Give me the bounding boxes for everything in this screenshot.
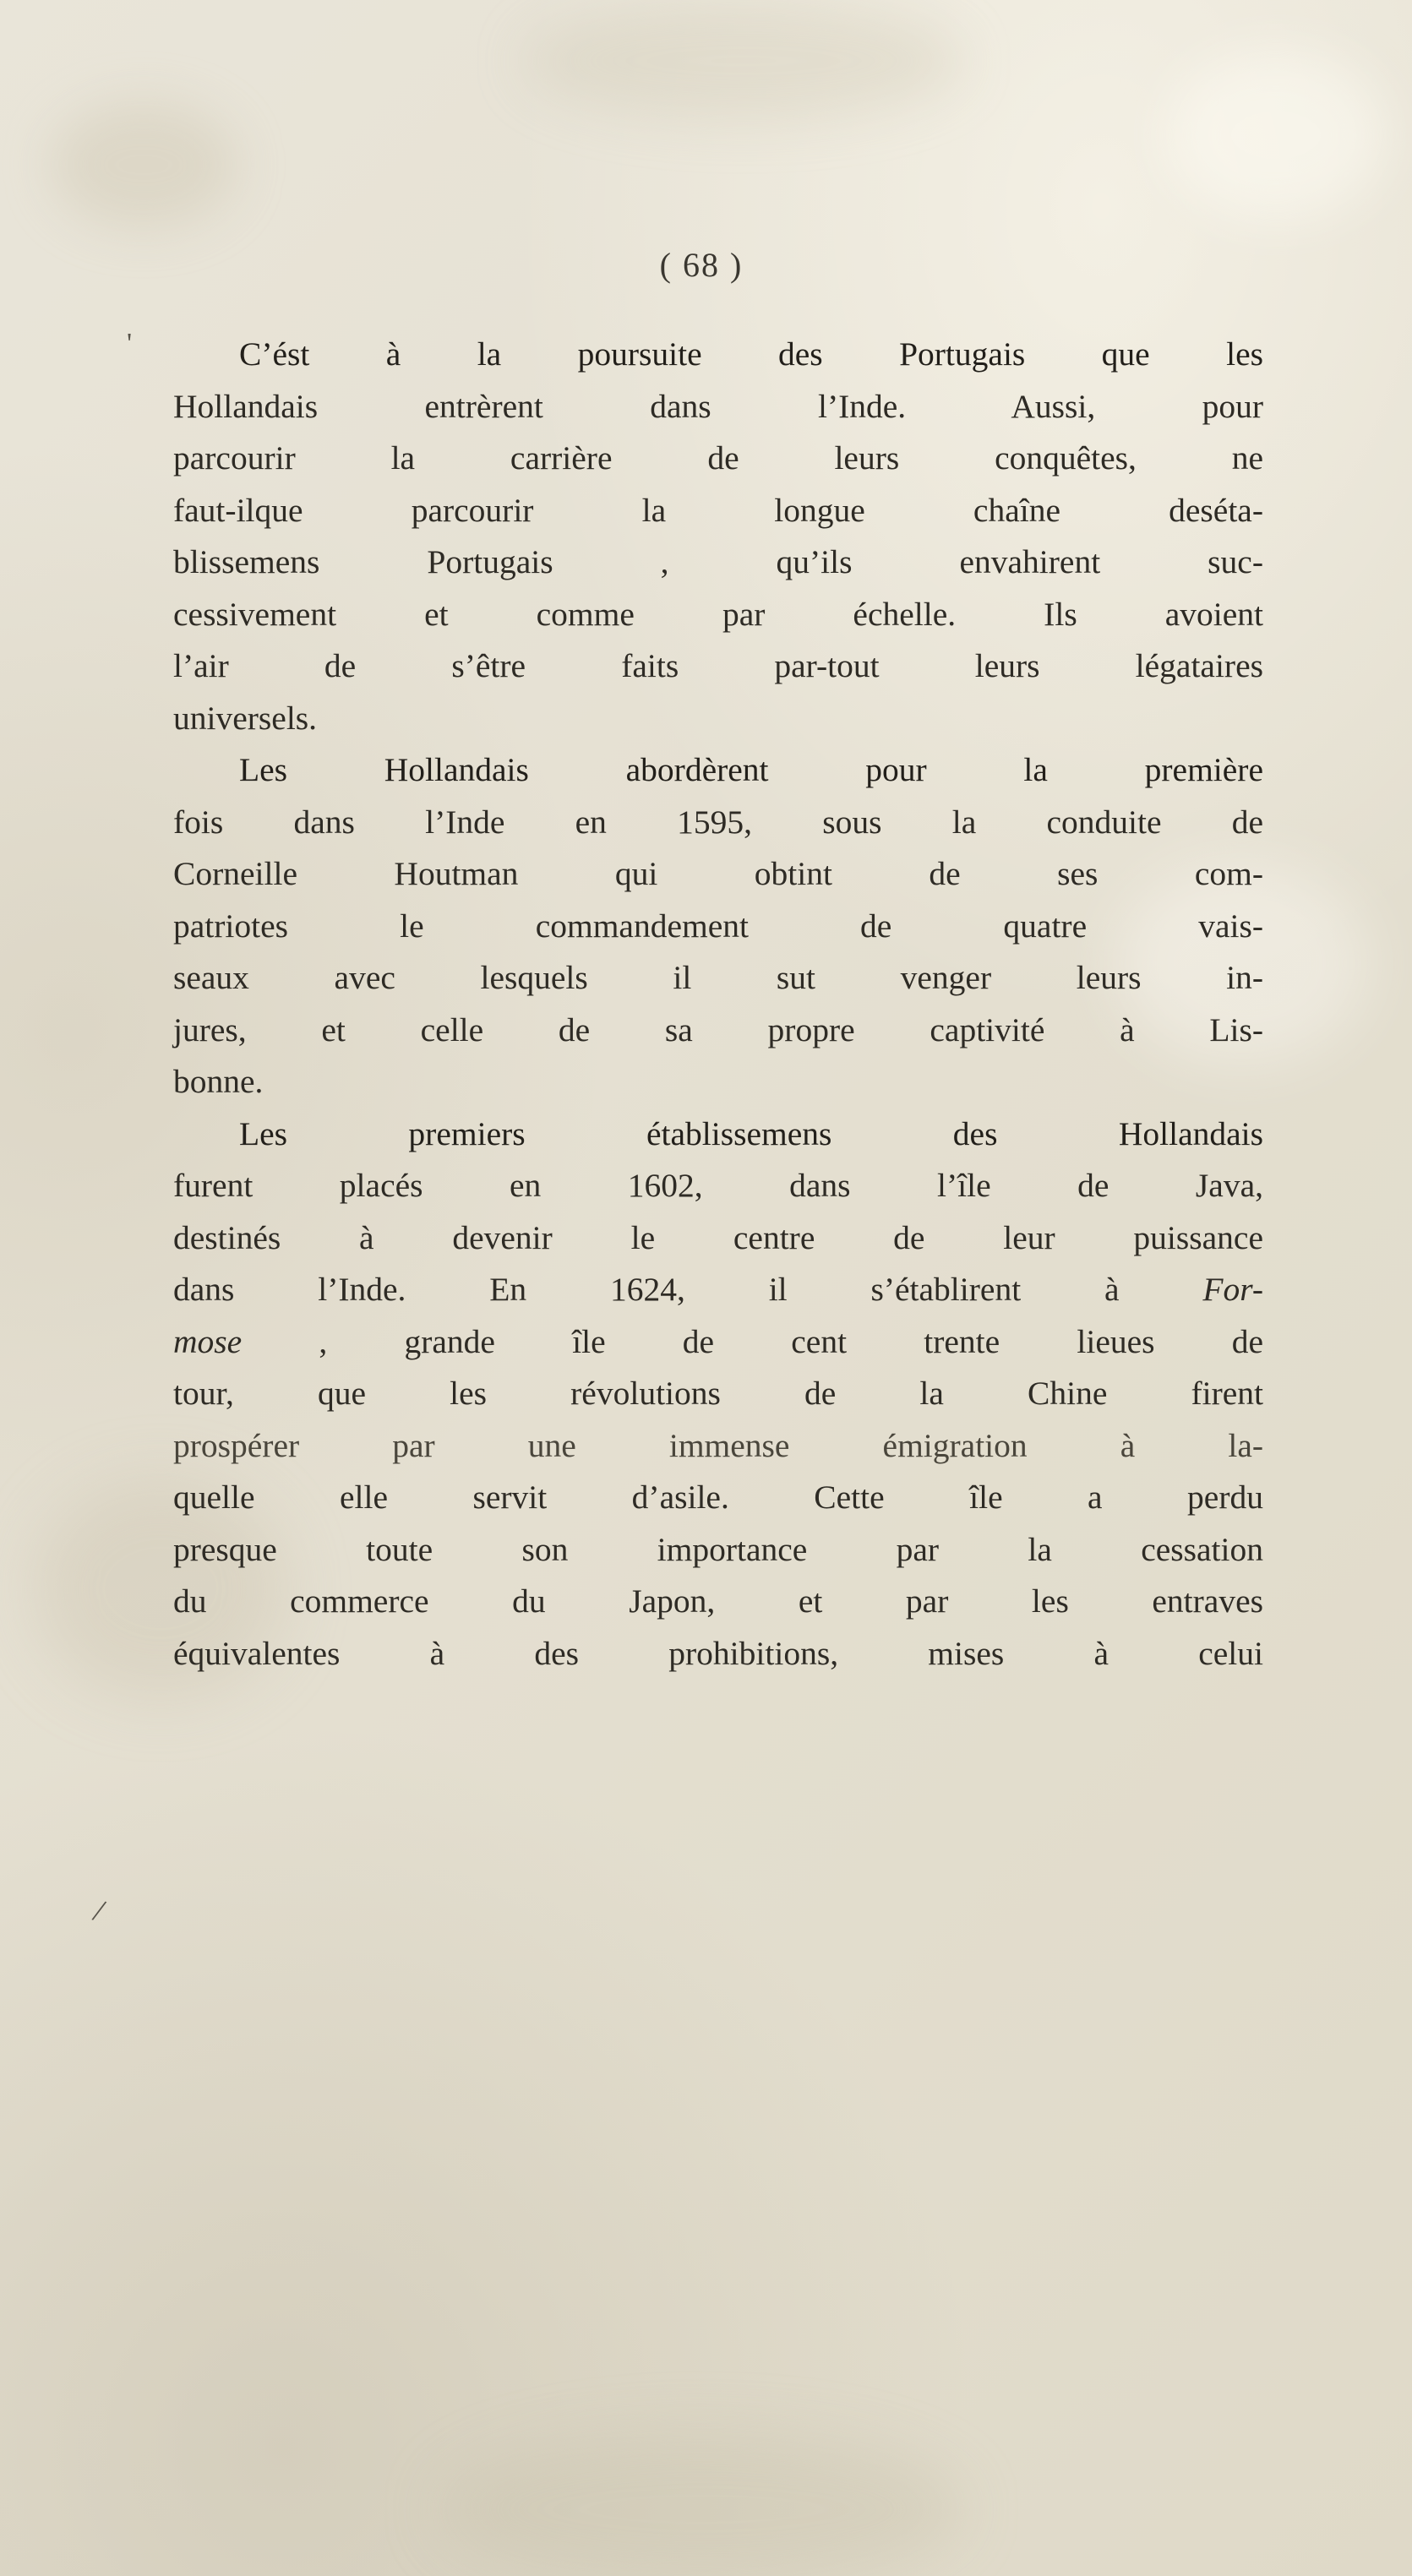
paper-blotch <box>439 2433 963 2576</box>
text-line: prospérer par une immense émigration à la- <box>173 1426 1263 1464</box>
paper-blotch <box>1166 51 1386 220</box>
text-line: blissemens Portugais , qu’ils envahirent suc- <box>173 543 1263 580</box>
text-line: Les Hollandais abordèrent pour la première <box>239 751 1263 788</box>
text-line: cessivement et comme par échelle. Ils avoient <box>173 595 1263 633</box>
text-line: mose , grande île de cent trente lieues de <box>173 1322 1263 1360</box>
margin-tick-mark: ' <box>127 328 133 359</box>
text-line: équivalentes à des prohibitions, mises à celui <box>173 1634 1263 1672</box>
paragraph <box>173 744 1263 1108</box>
text-line: patriotes le commandement de quatre vais- <box>173 907 1263 945</box>
italic-word: For- <box>1202 1271 1263 1308</box>
text-line: jures, et celle de sa propre captivité à Lis- <box>173 1010 1263 1048</box>
margin-slash-mark: / <box>89 1893 109 1930</box>
text-line: fois dans l’Inde en 1595, sous la conduite de <box>173 803 1263 841</box>
text-line: C’ést à la poursuite des Portugais que les <box>239 335 1263 373</box>
text-line: du commerce du Japon, et par les entraves <box>173 1582 1263 1620</box>
page-number: ( 68 ) <box>659 246 744 284</box>
text-line: furent placés en 1602, dans l’île de Java, <box>173 1167 1263 1204</box>
text-line: faut-ilque parcourir la longue chaîne deséta- <box>173 491 1263 529</box>
text-line: Les premiers établissemens des Hollandais <box>239 1114 1263 1152</box>
text-line: Hollandais entrèrent dans l’Inde. Aussi, pour <box>173 387 1263 425</box>
paragraph <box>173 329 1263 744</box>
text-line: dans l’Inde. En 1624, il s’établirent à For- <box>173 1271 1263 1308</box>
text-line: destinés à devenir le centre de leur puissance <box>173 1218 1263 1256</box>
paragraph <box>173 1108 1263 1680</box>
paper-blotch <box>524 2 963 120</box>
paper-blotch <box>51 101 237 228</box>
text-line: universels. <box>173 699 318 737</box>
text-line: seaux avec lesquels il sut venger leurs in- <box>173 959 1263 996</box>
text-line: presque toute son importance par la cessation <box>173 1530 1263 1568</box>
text-line: bonne. <box>173 1063 264 1100</box>
italic-word: mose <box>173 1322 243 1360</box>
text-line: Corneille Houtman qui obtint de ses com- <box>173 855 1263 892</box>
text-line: tour, que les révolutions de la Chine firent <box>173 1375 1263 1412</box>
text-line: l’air de s’être faits par-tout leurs légataires <box>173 647 1263 684</box>
text-line: parcourir la carrière de leurs conquêtes, ne <box>173 439 1263 477</box>
text-column <box>173 245 1263 1680</box>
text-line: quelle elle servit d’asile. Cette île a perdu <box>173 1479 1263 1516</box>
